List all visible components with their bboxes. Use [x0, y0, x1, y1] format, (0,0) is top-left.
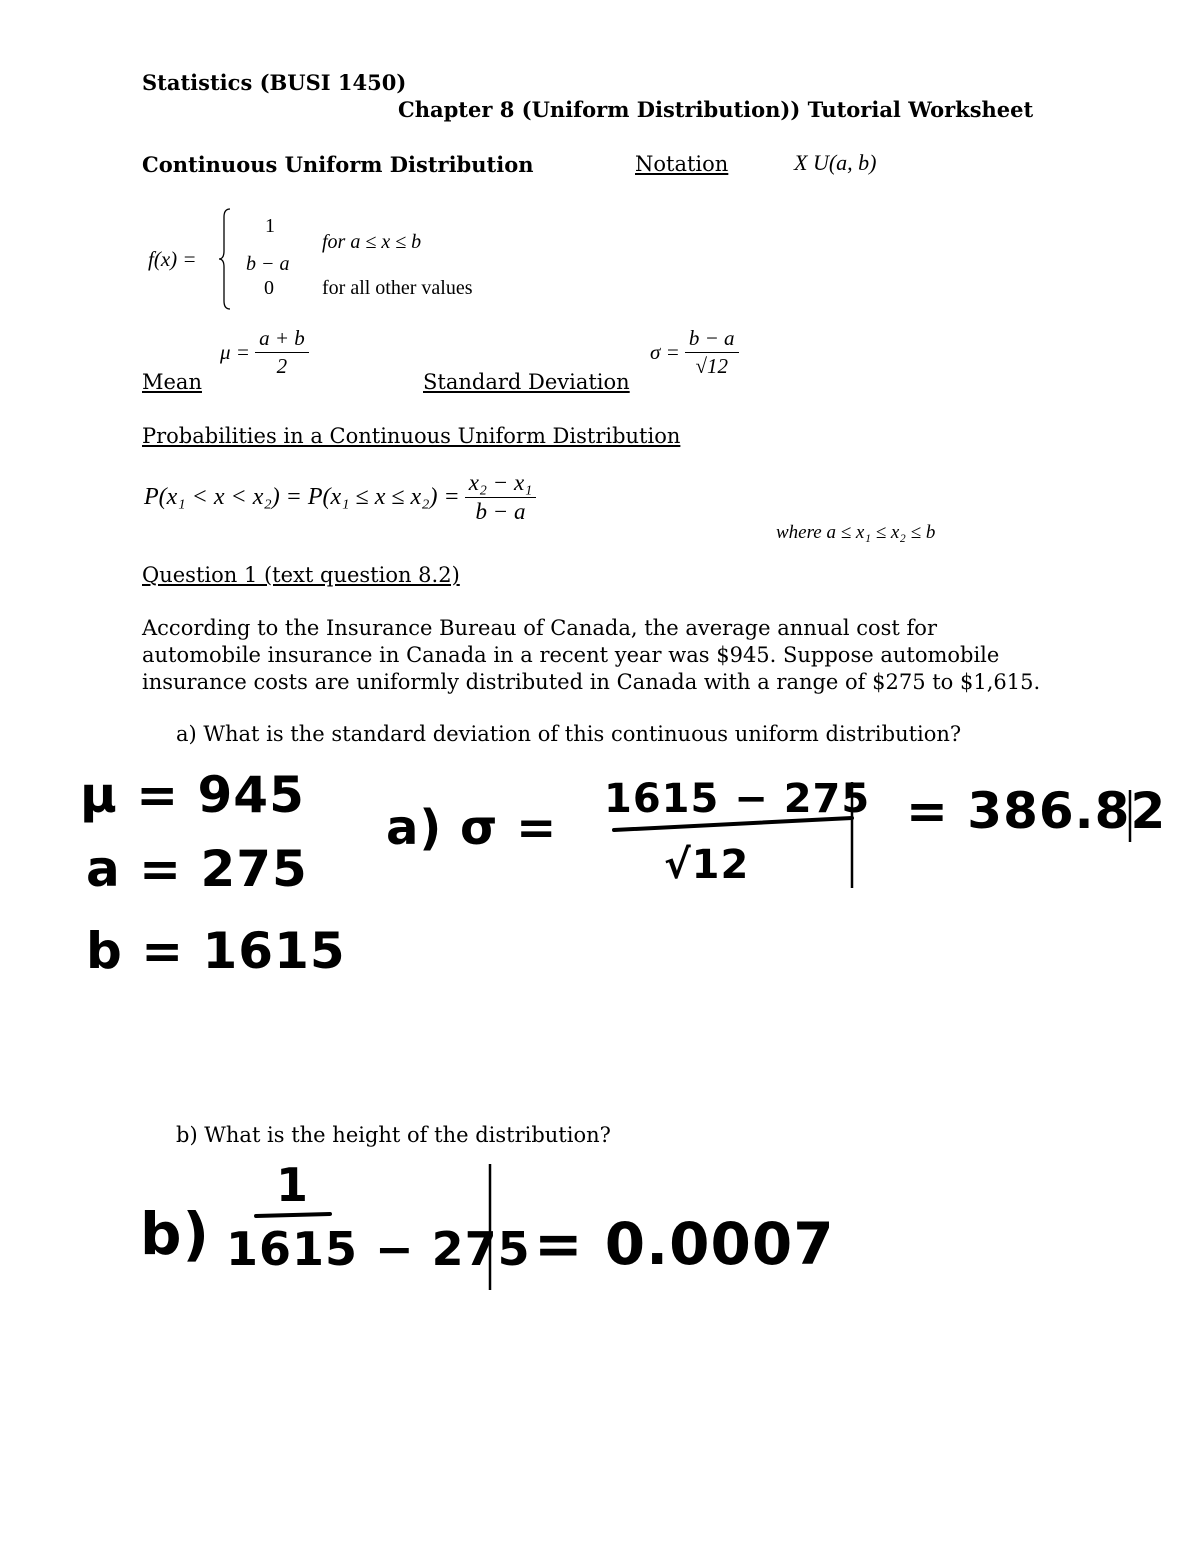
question-text: According to the Insurance Bureau of Canada, the average annual cost for automobile insurance in Canada in a recent year was $945. Suppose automobile insurance costs are uniformly distributed in Canada with a range of $275 to $1,615. [142, 616, 1041, 694]
sd-denominator: √12 [695, 354, 728, 378]
probability-denominator: b − a [475, 499, 526, 524]
probability-condition: where a ≤ x₁ ≤ x₂ ≤ b [776, 522, 936, 543]
pdf-case2-condition: for all other values [322, 277, 473, 299]
notation-label: Notation [635, 152, 729, 176]
handwritten-answer-b-denominator: 1615 − 275 [226, 1222, 531, 1276]
handwritten-answer-b-prefix: b) [140, 1200, 211, 1268]
handwritten-a: a = 275 [86, 840, 308, 898]
mean-denominator: 2 [276, 354, 288, 378]
question-title: Question 1 (text question 8.2) [142, 563, 460, 587]
sd-label: Standard Deviation [423, 370, 630, 394]
answer-b-fraction-bar [256, 1214, 330, 1216]
handwritten-answer-b-numerator: 1 [276, 1158, 310, 1212]
mean-lhs: μ = [220, 340, 250, 364]
handwritten-answer-a-prefix: a) σ = [386, 800, 558, 856]
mean-label: Mean [142, 370, 202, 394]
probability-lhs: P(x₁ < x < x₂) = P(x₁ ≤ x ≤ x₂) = [144, 484, 460, 510]
chapter-title: Chapter 8 (Uniform Distribution)) Tutorial Worksheet [398, 97, 1034, 122]
question-part-b: b) What is the height of the distribution? [176, 1123, 611, 1147]
handwritten-answer-b-result: = 0.0007 [534, 1210, 835, 1278]
mean-numerator: a + b [255, 326, 309, 353]
answer-a-fraction-bar [614, 818, 852, 830]
probability-numerator: x₂ − x₁ [465, 470, 536, 498]
probabilities-heading: Probabilities in a Continuous Uniform Distribution [142, 424, 681, 448]
notation-expression: X U(a, b) [794, 150, 877, 175]
question-part-a: a) What is the standard deviation of this continuous uniform distribution? [176, 722, 962, 746]
pdf-case1-num: 1 [265, 215, 275, 237]
handwritten-b: b = 1615 [86, 922, 346, 980]
handwritten-answer-a-result: = 386.82 [906, 782, 1167, 840]
pdf-case2-value: 0 [264, 277, 274, 299]
section-heading: Continuous Uniform Distribution [142, 152, 534, 177]
course-title: Statistics (BUSI 1450) [142, 70, 407, 95]
sd-numerator: b − a [685, 326, 739, 353]
handwritten-answer-a-denominator: √12 [664, 842, 750, 888]
pdf-lhs: f(x) = [148, 247, 197, 271]
handwritten-mu: μ = 945 [80, 766, 305, 824]
pdf-case1-den: b − a [246, 253, 290, 275]
sd-lhs: σ = [650, 340, 680, 364]
pdf-case1-condition: for a ≤ x ≤ b [322, 231, 422, 253]
handwritten-answer-a-numerator: 1615 − 275 [604, 776, 871, 822]
